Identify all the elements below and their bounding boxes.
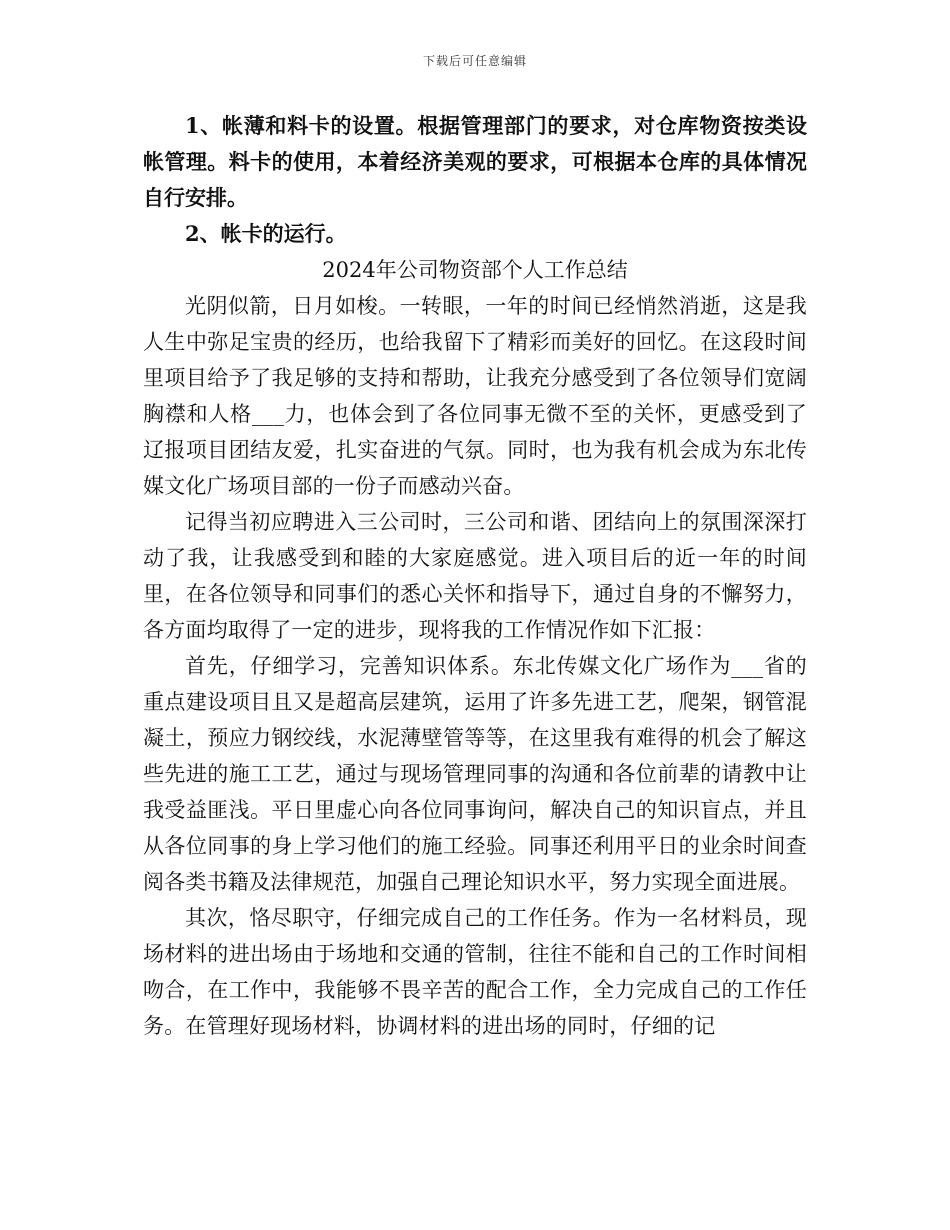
paragraph-intro: 光阴似箭，日月如梭。一转眼，一年的时间已经悄然消逝，这是我人生中弥足宝贵的经历，也给我留下了精彩而美好的回忆。在这段时间里项目给予了我足够的支持和帮助，让我充分感受到了各位领导们宽阔胸襟和人格___力，也体会到了各位同事无微不至的关怀，更感受到了辽报项目团结友爱，扎实奋进的气氛。同时，也为我有机会成为东北传媒文化广场项目部的一份子而感动兴奋。 (143, 294, 807, 498)
paragraph-learning: 首先，仔细学习，完善知识体系。东北传媒文化广场作为___省的重点建设项目且又是超高层建筑，运用了许多先进工艺，爬架，钢管混凝土，预应力钢绞线，水泥薄壁管等等，在这里我有难得的机会了解这些先进的施工工艺，通过与现场管理同事的沟通和各位前辈的请教中让我受益匪浅。平日里虚心向各位同事询问，解决自己的知识盲点，并且从各位同事的身上学习他们的施工经验。同事还利用平日的业余时间查阅各类书籍及法律规范，加强自己理论知识水平，努力实现全面进展。 (143, 654, 807, 894)
list-item-account-setup: 1、帐薄和料卡的设置。根据管理部门的要求，对仓库物资按类设帐管理。料卡的使用，本着经济美观的要求，可根据本仓库的具体情况自行安排。 (143, 113, 807, 210)
paragraph-duties: 其次，恪尽职守，仔细完成自己的工作任务。作为一名材料员，现场材料的进出场由于场地和交通的管制，往往不能和自己的工作时间相吻合，在工作中，我能够不畏辛苦的配合工作，全力完成自己的工作任务。在管理好现场材料，协调材料的进出场的同时，仔细的记 (143, 906, 807, 1038)
paragraph-joining: 记得当初应聘进入三公司时，三公司和谐、团结向上的氛围深深打动了我，让我感受到和睦的大家庭感觉。进入项目后的近一年的时间里，在各位领导和同事们的悉心关怀和指导下，通过自身的不懈努力，各方面均取得了一定的进步，现将我的工作情况作如下汇报： (143, 510, 807, 642)
document-title: 2024年公司物资部个人工作总结 (322, 258, 628, 282)
page-header: 下载后可任意编辑 (422, 54, 527, 68)
list-item-account-operation: 2、帐卡的运行。 (185, 221, 347, 246)
document-body (143, 108, 807, 1044)
